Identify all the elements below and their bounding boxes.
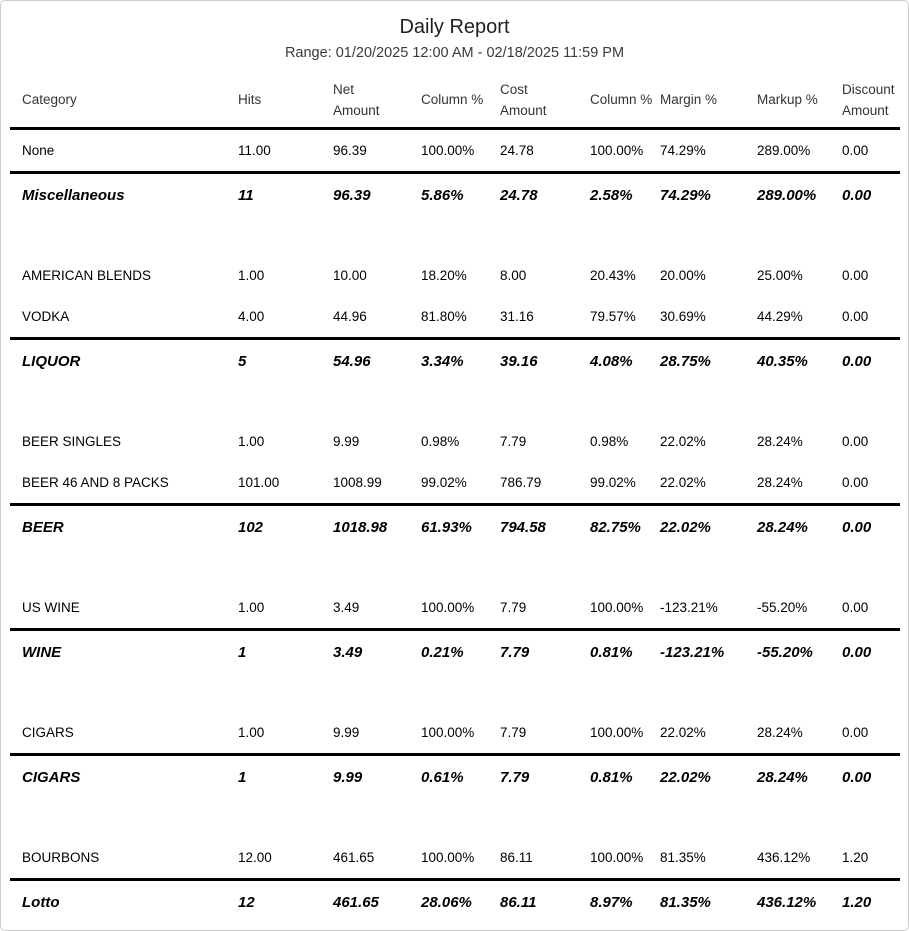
value-cell: 0.00 bbox=[842, 519, 872, 536]
value-cell: 100.00% bbox=[421, 600, 475, 615]
value-cell: 74.29% bbox=[660, 187, 711, 204]
report-range: Range: 01/20/2025 12:00 AM - 02/18/2025 11:59 PM bbox=[284, 45, 625, 61]
detail-row bbox=[10, 462, 900, 503]
value-cell: 44.29% bbox=[757, 309, 803, 324]
category-cell: BEER SINGLES bbox=[22, 434, 122, 449]
value-cell: -55.20% bbox=[757, 644, 813, 661]
value-cell: 79.57% bbox=[590, 309, 636, 324]
detail-row bbox=[10, 837, 900, 878]
value-cell: 0.21% bbox=[421, 644, 464, 661]
value-cell: 289.00% bbox=[757, 187, 817, 204]
value-cell: 786.79 bbox=[500, 475, 542, 490]
value-cell: 794.58 bbox=[500, 519, 546, 536]
category-cell: None bbox=[22, 143, 55, 158]
value-cell: 0.98% bbox=[421, 434, 460, 449]
value-cell: 44.96 bbox=[333, 309, 367, 324]
value-cell: 100.00% bbox=[590, 600, 644, 615]
column-header: Category bbox=[22, 92, 77, 107]
detail-row bbox=[10, 296, 900, 337]
value-cell: 22.02% bbox=[660, 475, 706, 490]
value-cell: 100.00% bbox=[590, 850, 644, 865]
value-cell: 7.79 bbox=[500, 434, 527, 449]
category-cell: BEER 46 AND 8 PACKS bbox=[22, 475, 169, 490]
value-cell: 0.00 bbox=[842, 143, 869, 158]
value-cell: 28.75% bbox=[660, 353, 711, 370]
value-cell: 7.79 bbox=[500, 600, 527, 615]
detail-row bbox=[10, 255, 900, 296]
value-cell: 100.00% bbox=[590, 725, 644, 740]
category-cell: CIGARS bbox=[22, 725, 74, 740]
value-cell: 10.00 bbox=[333, 268, 367, 283]
detail-row bbox=[10, 421, 900, 462]
column-header: Column % bbox=[590, 92, 653, 107]
subtotal-row bbox=[10, 337, 900, 383]
value-cell: 28.24% bbox=[757, 769, 808, 786]
value-cell: 0.00 bbox=[842, 644, 872, 661]
value-cell: 11.00 bbox=[238, 143, 271, 158]
value-cell: 22.02% bbox=[660, 434, 706, 449]
category-cell: AMERICAN BLENDS bbox=[22, 268, 152, 283]
column-header: Net Amount bbox=[333, 81, 380, 118]
value-cell: 22.02% bbox=[660, 769, 711, 786]
value-cell: 31.16 bbox=[500, 309, 534, 324]
value-cell: 1 bbox=[238, 769, 247, 786]
value-cell: 4.08% bbox=[590, 353, 633, 370]
value-cell: 30.69% bbox=[660, 309, 706, 324]
value-cell: 461.65 bbox=[333, 894, 379, 911]
value-cell: 0.00 bbox=[842, 353, 872, 370]
value-cell: 28.24% bbox=[757, 519, 808, 536]
value-cell: 8.00 bbox=[500, 268, 527, 283]
value-cell: 81.35% bbox=[660, 894, 711, 911]
table-section bbox=[10, 130, 900, 217]
value-cell: 12 bbox=[238, 894, 255, 911]
value-cell: 100.00% bbox=[590, 143, 644, 158]
detail-row bbox=[10, 587, 900, 628]
value-cell: 100.00% bbox=[421, 725, 475, 740]
value-cell: 0.81% bbox=[590, 644, 633, 661]
detail-row bbox=[10, 712, 900, 753]
value-cell: 0.00 bbox=[842, 725, 869, 740]
value-cell: 3.34% bbox=[421, 353, 464, 370]
value-cell: 96.39 bbox=[333, 143, 367, 158]
value-cell: 1 bbox=[238, 644, 247, 661]
value-cell: 20.43% bbox=[590, 268, 636, 283]
category-cell: BOURBONS bbox=[22, 850, 100, 865]
value-cell: 0.00 bbox=[842, 769, 872, 786]
category-cell: LIQUOR bbox=[22, 353, 81, 370]
value-cell: 28.24% bbox=[757, 434, 803, 449]
value-cell: 81.80% bbox=[421, 309, 467, 324]
value-cell: 24.78 bbox=[500, 187, 538, 204]
value-cell: 54.96 bbox=[333, 353, 371, 370]
value-cell: 9.99 bbox=[333, 725, 360, 740]
category-cell: CIGARS bbox=[22, 769, 81, 786]
value-cell: -123.21% bbox=[660, 600, 718, 615]
value-cell: 25.00% bbox=[757, 268, 803, 283]
value-cell: 61.93% bbox=[421, 519, 472, 536]
subtotal-row bbox=[10, 753, 900, 799]
column-header: Column % bbox=[421, 92, 484, 107]
value-cell: -123.21% bbox=[660, 644, 725, 661]
value-cell: 9.99 bbox=[333, 769, 363, 786]
table-section bbox=[10, 712, 900, 799]
category-cell: VODKA bbox=[22, 309, 70, 324]
column-header: Margin % bbox=[660, 92, 718, 107]
value-cell: 0.00 bbox=[842, 309, 869, 324]
value-cell: 22.02% bbox=[660, 519, 711, 536]
value-cell: 101.00 bbox=[238, 475, 280, 490]
table-body bbox=[10, 130, 900, 924]
value-cell: 74.29% bbox=[660, 143, 706, 158]
value-cell: 7.79 bbox=[500, 644, 530, 661]
column-header: Cost Amount bbox=[500, 81, 547, 118]
subtotal-row bbox=[10, 503, 900, 549]
category-cell: Lotto bbox=[22, 894, 60, 911]
subtotal-row bbox=[10, 878, 900, 924]
value-cell: 22.02% bbox=[660, 725, 706, 740]
column-header: Markup % bbox=[757, 92, 818, 107]
value-cell: 0.00 bbox=[842, 600, 869, 615]
value-cell: 11 bbox=[238, 187, 254, 204]
value-cell: 0.61% bbox=[421, 769, 464, 786]
value-cell: 1018.98 bbox=[333, 519, 388, 536]
category-cell: US WINE bbox=[22, 600, 80, 615]
value-cell: 8.97% bbox=[590, 894, 633, 911]
table-section bbox=[10, 837, 900, 924]
table-section bbox=[10, 587, 900, 674]
value-cell: 0.00 bbox=[842, 268, 869, 283]
value-cell: 436.12% bbox=[757, 850, 811, 865]
value-cell: 4.00 bbox=[238, 309, 265, 324]
value-cell: 7.79 bbox=[500, 725, 527, 740]
value-cell: 86.11 bbox=[500, 894, 537, 911]
value-cell: 0.00 bbox=[842, 187, 872, 204]
value-cell: 1.00 bbox=[238, 600, 265, 615]
value-cell: 0.98% bbox=[590, 434, 629, 449]
value-cell: 99.02% bbox=[590, 475, 636, 490]
value-cell: 289.00% bbox=[757, 143, 811, 158]
value-cell: 1.00 bbox=[238, 268, 265, 283]
table-header-row bbox=[10, 72, 900, 130]
value-cell: 2.58% bbox=[590, 187, 633, 204]
value-cell: 28.24% bbox=[757, 475, 803, 490]
value-cell: 1.00 bbox=[238, 725, 265, 740]
value-cell: 100.00% bbox=[421, 850, 475, 865]
value-cell: 1.20 bbox=[842, 850, 869, 865]
value-cell: 3.49 bbox=[333, 600, 360, 615]
table-section bbox=[10, 421, 900, 549]
category-cell: BEER bbox=[22, 519, 64, 536]
value-cell: 1008.99 bbox=[333, 475, 382, 490]
value-cell: 436.12% bbox=[757, 894, 817, 911]
value-cell: 3.49 bbox=[333, 644, 363, 661]
value-cell: 461.65 bbox=[333, 850, 375, 865]
value-cell: 5.86% bbox=[421, 187, 464, 204]
table-section bbox=[10, 255, 900, 383]
value-cell: 100.00% bbox=[421, 143, 475, 158]
value-cell: 96.39 bbox=[333, 187, 371, 204]
value-cell: 86.11 bbox=[500, 850, 533, 865]
value-cell: 39.16 bbox=[500, 353, 538, 370]
value-cell: 5 bbox=[238, 353, 247, 370]
value-cell: 7.79 bbox=[500, 769, 530, 786]
value-cell: 9.99 bbox=[333, 434, 360, 449]
value-cell: 82.75% bbox=[590, 519, 641, 536]
value-cell: 1.20 bbox=[842, 894, 872, 911]
value-cell: 40.35% bbox=[757, 353, 808, 370]
page-title: Daily Report bbox=[399, 16, 510, 38]
column-header: Discount Amount bbox=[842, 81, 895, 118]
column-header: Hits bbox=[238, 92, 262, 107]
subtotal-row bbox=[10, 171, 900, 217]
value-cell: 102 bbox=[238, 519, 264, 536]
value-cell: 81.35% bbox=[660, 850, 706, 865]
value-cell: 28.06% bbox=[421, 894, 472, 911]
value-cell: -55.20% bbox=[757, 600, 808, 615]
value-cell: 0.00 bbox=[842, 475, 869, 490]
value-cell: 28.24% bbox=[757, 725, 803, 740]
value-cell: 12.00 bbox=[238, 850, 272, 865]
report-table bbox=[10, 72, 900, 924]
value-cell: 1.00 bbox=[238, 434, 265, 449]
value-cell: 0.81% bbox=[590, 769, 633, 786]
value-cell: 18.20% bbox=[421, 268, 467, 283]
value-cell: 0.00 bbox=[842, 434, 869, 449]
detail-row bbox=[10, 130, 900, 171]
category-cell: WINE bbox=[22, 644, 62, 661]
value-cell: 20.00% bbox=[660, 268, 706, 283]
value-cell: 24.78 bbox=[500, 143, 534, 158]
subtotal-row bbox=[10, 628, 900, 674]
value-cell: 99.02% bbox=[421, 475, 467, 490]
category-cell: Miscellaneous bbox=[22, 187, 125, 204]
